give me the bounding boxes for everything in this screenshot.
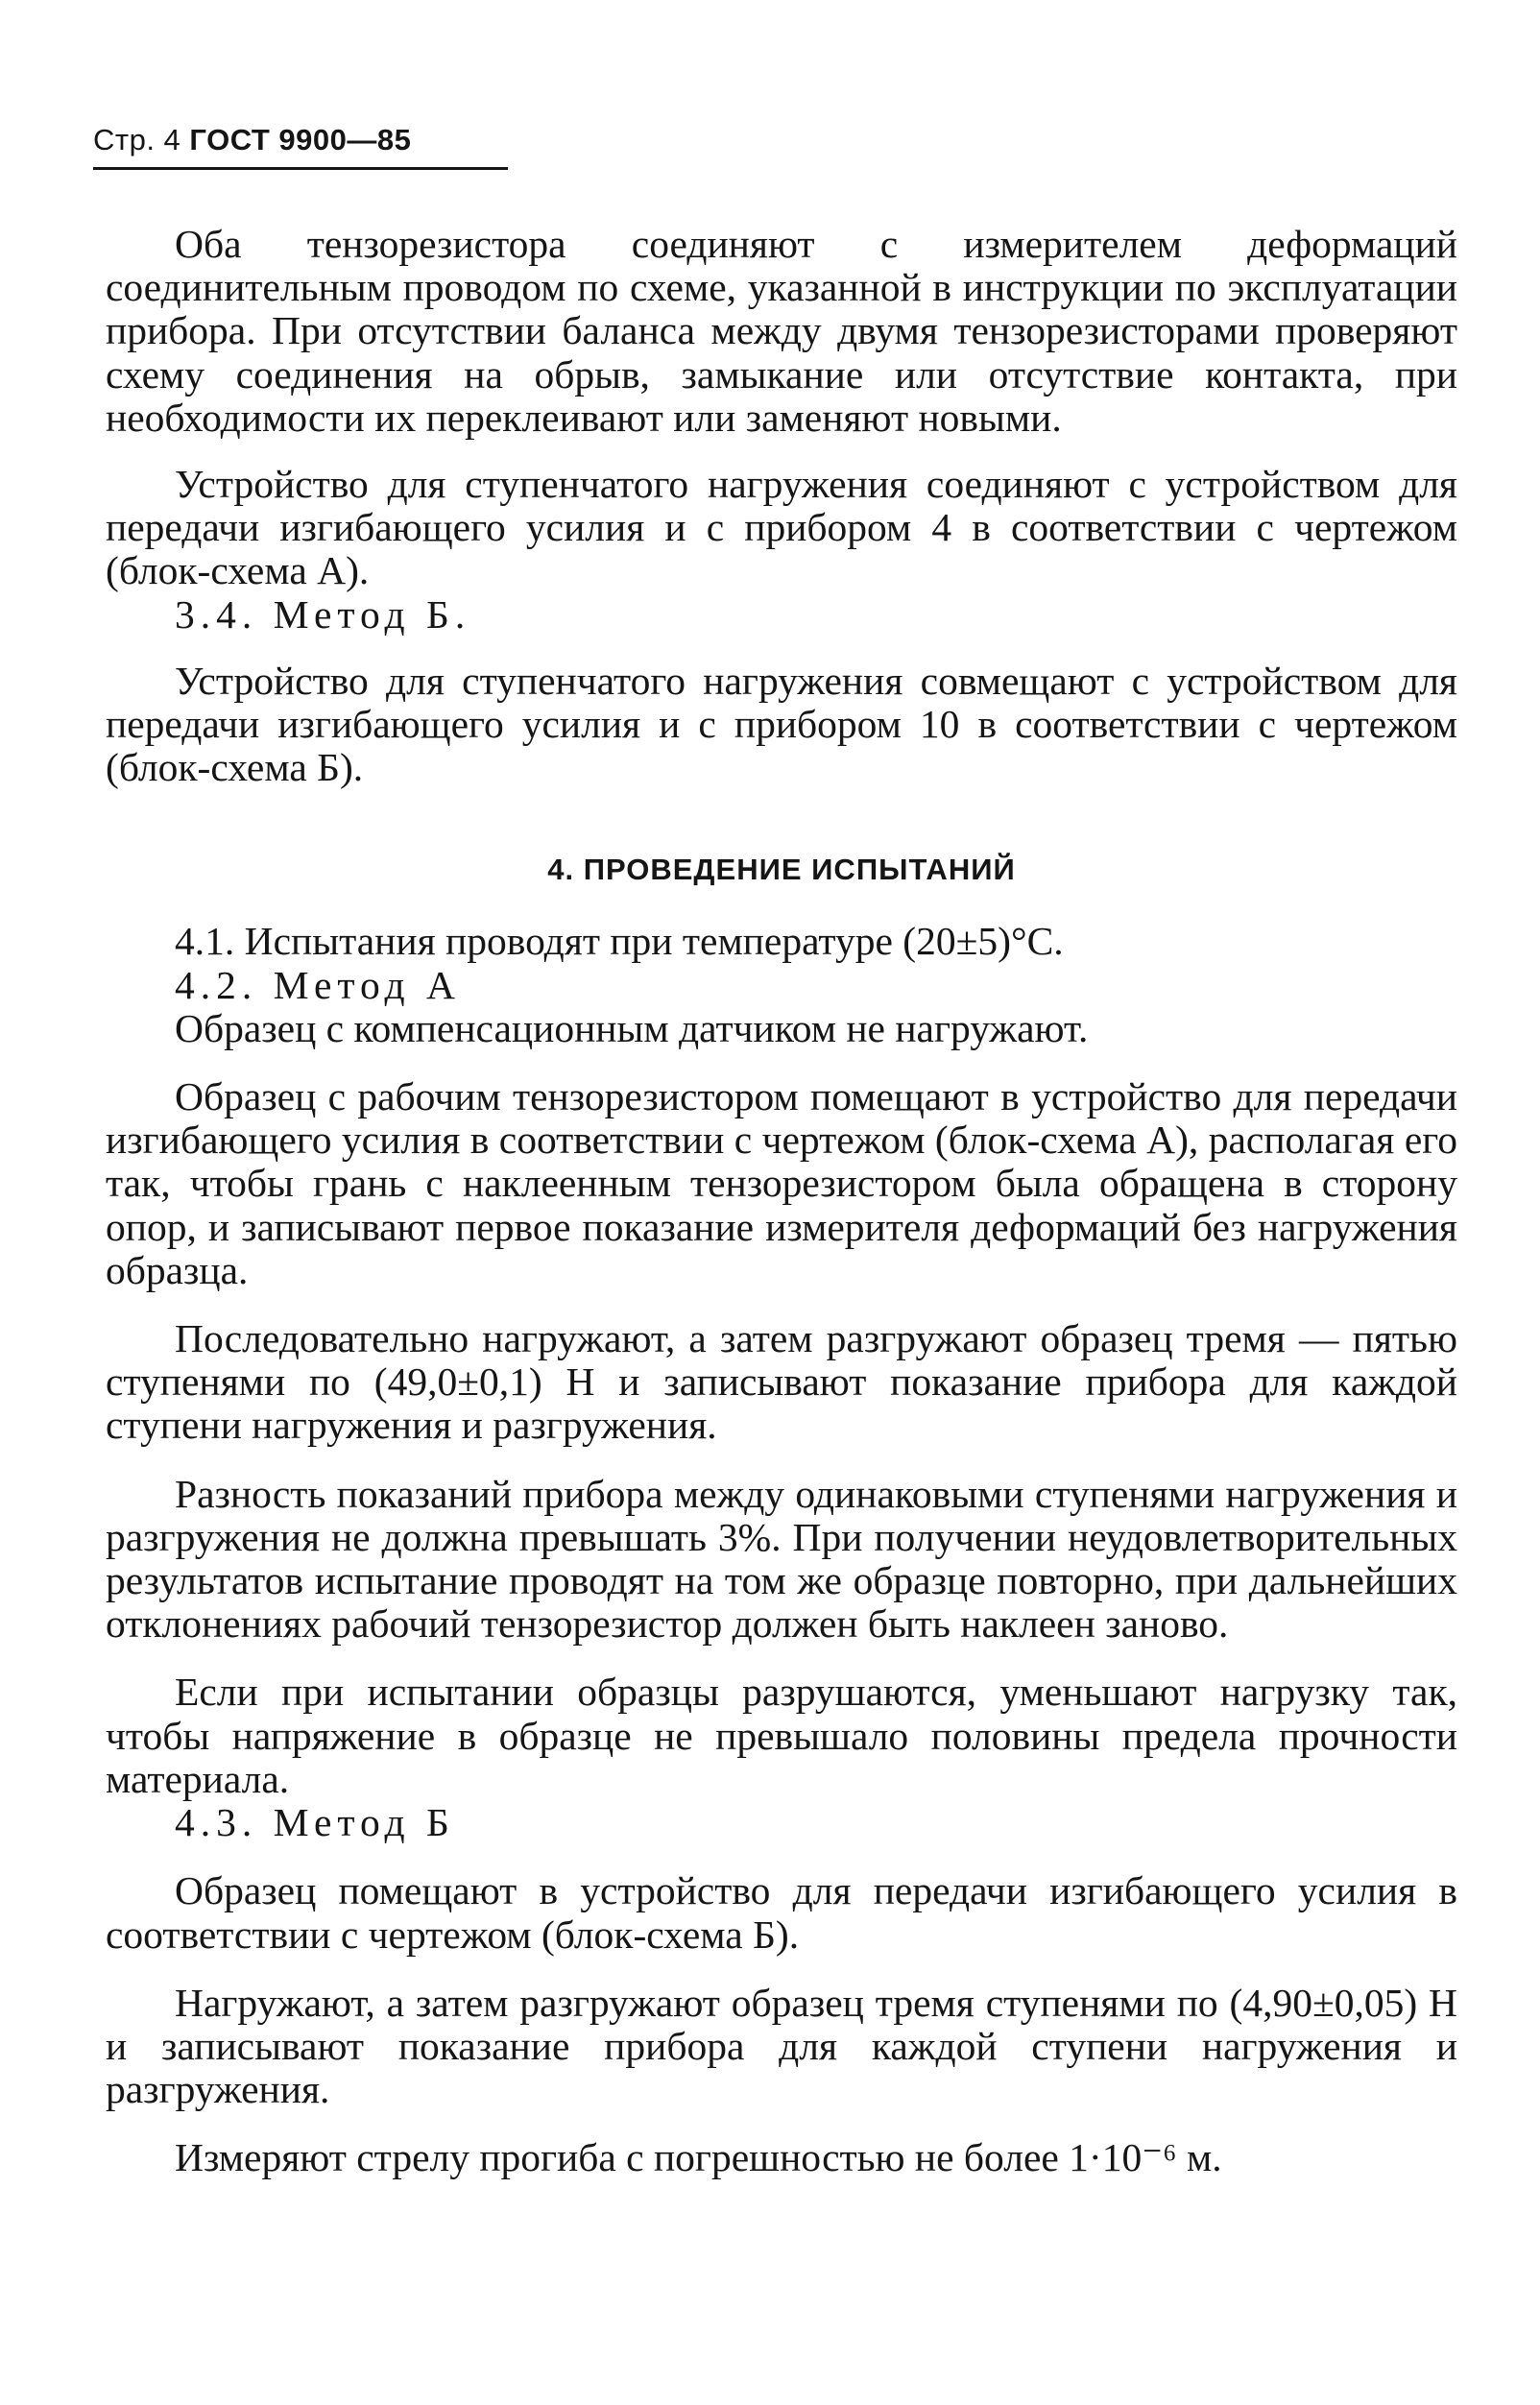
paragraph-destruction: Если при испытании образцы разрушаются, уменьшают нагрузку так, чтобы напряжение в образце не превышало половины предела прочности материала. [106,1670,1457,1801]
paragraph-connection: Оба тензорезистора соединяют с измерителем деформаций соединительным проводом по схеме, указанной в инструкции по эксплуатации прибора. При отсутствии баланса между двумя тензорезисторами проверяют схему соединения на обрыв, замыкание или отсутствие контакта, при необходимости их переклеивают или заменяют новыми. [106,222,1457,440]
paragraph-loading-device-b: Устройство для ступенчатого нагружения совмещают с устройством для передачи изгибающего усилия и с прибором 10 в соответствии с чертежом (блок-схема Б). [106,658,1457,790]
paragraph-difference: Разность показаний прибора между одинаковыми ступенями нагружения и разгружения не должна превышать 3%. При получении неудовлетворительных результатов испытание проводят на том же образце повторно, при дальнейших отклонениях рабочий тензорезистор должен быть наклеен заново. [106,1471,1457,1647]
page-number: Стр. 4 [93,123,181,156]
standard-number: ГОСТ 9900—85 [189,123,412,156]
document-body [106,223,1457,2180]
clause-4-1: 4.1. Испытания проводят при температуре (20±5)°С. [175,919,1064,964]
paragraph-deflection: Измеряют стрелу прогиба с погрешностью не более 1·10⁻⁶ м. [175,2135,1222,2180]
clause-3-4-method-b: 3.4. Метод Б. [175,591,471,637]
paragraph-sample-placement: Образец помещают в устройство для передачи изгибающего усилия в соответствии с чертежом (блок-схема Б). [106,1868,1457,1957]
clause-4-3-method-b: 4.3. Метод Б [175,1800,455,1845]
section-heading-testing: 4. ПРОВЕДЕНИЕ ИСПЫТАНИЙ [547,853,1016,887]
page-header [93,123,508,170]
paragraph-loading-device-a: Устройство для ступенчатого нагружения соединяют с устройством для передачи изгибающего усилия и с прибором 4 в соответствии с чертежом (блок-схема А). [106,462,1457,593]
clause-4-2-method-a: 4.2. Метод А [175,962,462,1007]
paragraph-three-steps: Нагружают, а затем разгружают образец тремя ступенями по (4,90±0,05) Н и записывают показание прибора для каждой ступени нагружения и разгружения. [106,1980,1457,2112]
paragraph-loading-steps: Последовательно нагружают, а затем разгружают образец тремя — пятью ступенями по (49,0±0,1) Н и записывают показание прибора для каждой ступени нагружения и разгружения. [106,1316,1457,1448]
paragraph-compensation-sample: Образец с компенсационным датчиком не нагружают. [175,1005,1089,1050]
paragraph-working-sample: Образец с рабочим тензорезистором помещают в устройство для передачи изгибающего усилия в соответствии с чертежом (блок-схема А), располагая его так, чтобы грань с наклеенным тензорезистором была обращена в сторону опор, и записывают первое показание измерителя деформаций без нагружения образца. [106,1074,1457,1292]
